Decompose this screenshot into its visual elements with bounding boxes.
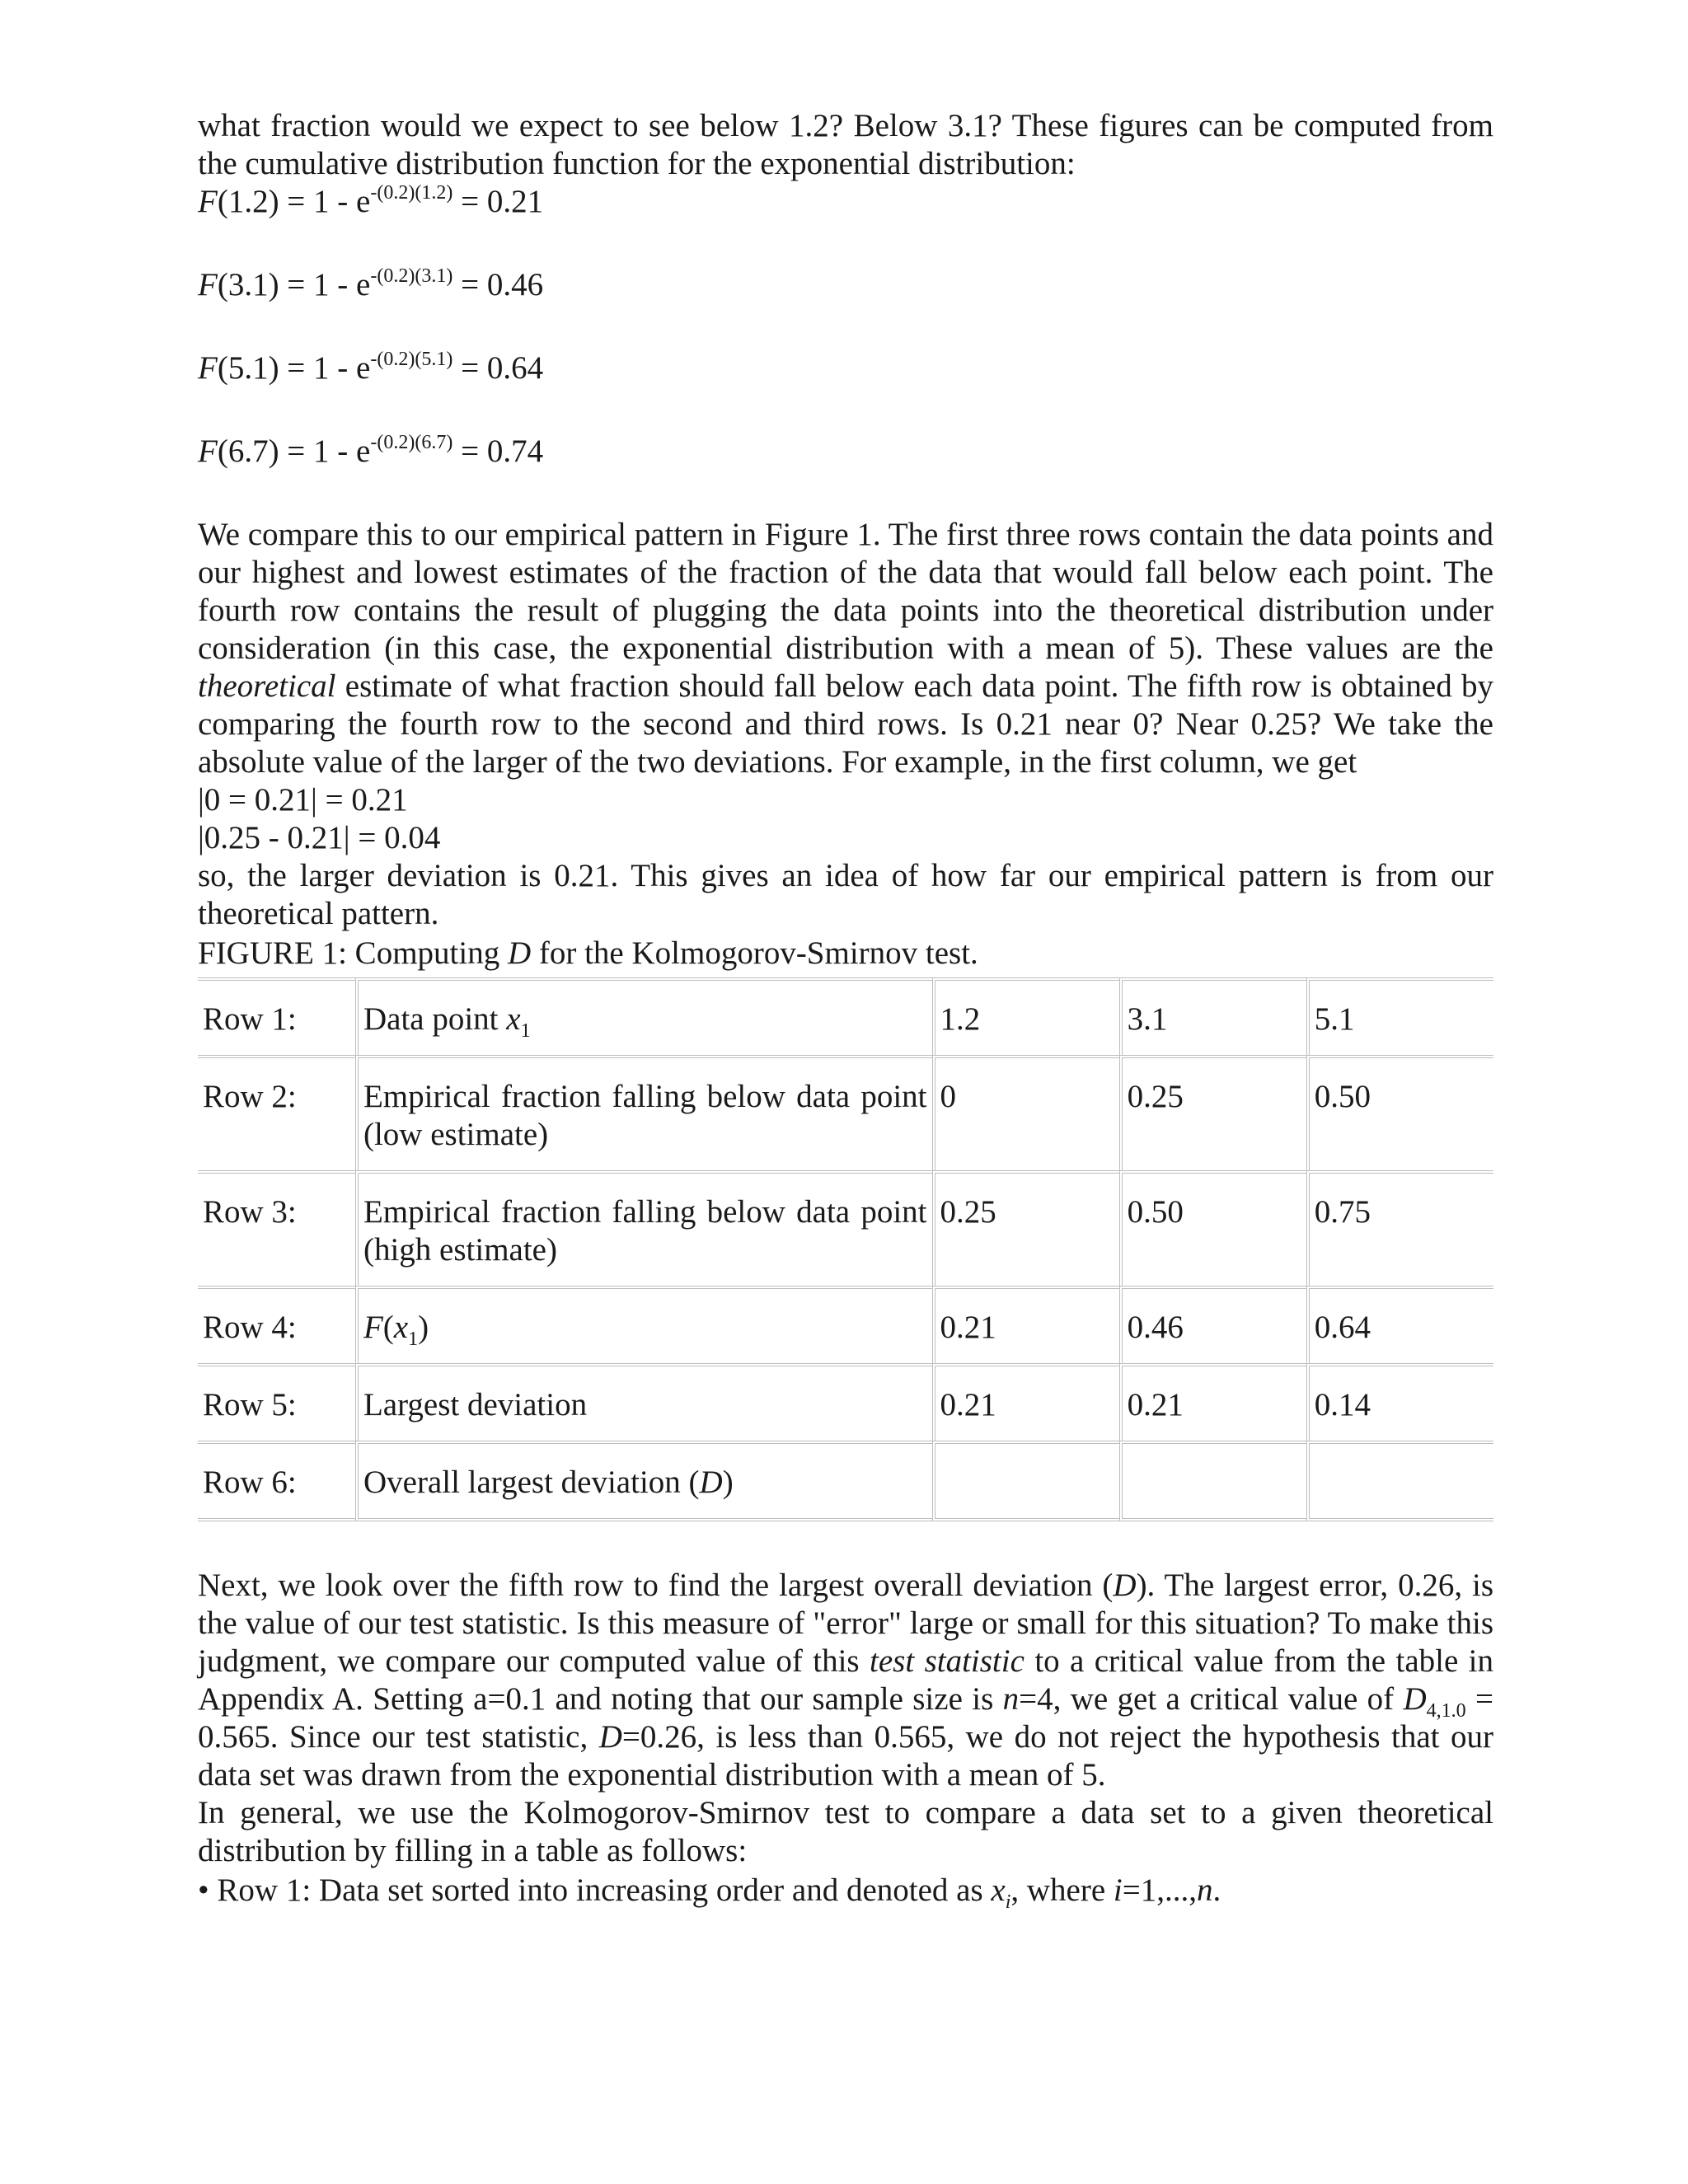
- formula-exponent: -(0.2)(6.7): [370, 432, 453, 453]
- emphasis: D: [1403, 1681, 1427, 1717]
- spacer: [198, 471, 1493, 516]
- emphasis: x: [506, 1001, 521, 1037]
- spacer: [198, 304, 1493, 349]
- list-item: [198, 1872, 1493, 1913]
- table-row: [198, 977, 1493, 1055]
- emphasis: test statistic: [870, 1643, 1025, 1679]
- table-cell: 0.50: [1119, 1170, 1306, 1286]
- function-symbol: F: [198, 184, 218, 219]
- emphasis: D: [598, 1719, 622, 1755]
- formula-exponent: -(0.2)(5.1): [370, 349, 453, 370]
- abs-line: |0.25 - 0.21| = 0.04: [198, 820, 441, 855]
- text-run: Overall largest deviation (: [363, 1465, 700, 1500]
- text-run: = 0.565. Since our test statistic,: [198, 1681, 1493, 1755]
- text-run: Row 1: Data set sorted into increasing order and denoted as: [209, 1872, 992, 1908]
- formula-result: = 0.21: [452, 184, 544, 219]
- emphasis: D: [1113, 1568, 1137, 1603]
- formula-line: [198, 349, 1493, 387]
- formula-lhs: (5.1) = 1 - e: [217, 350, 371, 386]
- spacer: [198, 221, 1493, 266]
- function-symbol: F: [198, 350, 218, 386]
- row-description: [355, 977, 932, 1055]
- formula-exponent: -(0.2)(1.2): [370, 182, 453, 204]
- text-run: .: [1212, 1872, 1221, 1908]
- emphasis: n: [1197, 1872, 1213, 1908]
- table-cell: 0.21: [1119, 1363, 1306, 1441]
- emphasis: F: [363, 1310, 383, 1345]
- table-cell: 0.21: [932, 1286, 1119, 1363]
- text-run: ): [722, 1465, 734, 1500]
- formula-result: = 0.46: [452, 267, 544, 302]
- subscript: i: [1005, 1891, 1011, 1913]
- table-cell: 0.75: [1306, 1170, 1493, 1286]
- text-run: We compare this to our empirical pattern in Figure 1. The first three rows contain the data points and our highest and lowest estimates of the fraction of the data that would fall below each point. The fourth row contains the result of plugging the data points into the theoretical distribution under consideration (in this case, the exponential distribution with a mean of 5). These values are the: [198, 517, 1493, 666]
- table-cell: 5.1: [1306, 977, 1493, 1055]
- formula-lhs: (3.1) = 1 - e: [217, 267, 371, 302]
- ks-table: [198, 977, 1493, 1521]
- text-run: =4, we get a critical value of: [1019, 1681, 1404, 1717]
- general-paragraph: In general, we use the Kolmogorov-Smirnov test to compare a data set to a given theoretical distribution by filling in a table as follows:: [198, 1795, 1493, 1868]
- spacer: [198, 387, 1493, 433]
- text-run: FIGURE 1: Computing: [198, 935, 508, 971]
- figure-caption: [198, 935, 1493, 972]
- subscript: 1: [520, 1019, 531, 1042]
- subscript: 1: [408, 1328, 419, 1350]
- row-label: Row 4:: [198, 1286, 355, 1363]
- spacer: [198, 1521, 1493, 1567]
- table-cell: 0: [932, 1055, 1119, 1170]
- intro-paragraph: what fraction would we expect to see below 1.2? Below 3.1? These figures can be computed from the cumulative distribution function for the exponential distribution:: [198, 108, 1493, 181]
- function-symbol: F: [198, 434, 218, 469]
- abs-line: |0 = 0.21| = 0.21: [198, 782, 408, 818]
- table-row: [198, 1441, 1493, 1521]
- row-label: Row 1:: [198, 977, 355, 1055]
- table-row: [198, 1055, 1493, 1170]
- function-symbol: F: [198, 267, 218, 302]
- row-label: Row 3:: [198, 1170, 355, 1286]
- formula-result: = 0.74: [452, 434, 544, 469]
- table-cell: 0.25: [1119, 1055, 1306, 1170]
- bullet-icon: •: [198, 1872, 209, 1908]
- row-label: Row 5:: [198, 1363, 355, 1441]
- emphasis: x: [393, 1310, 409, 1345]
- text-run: to a critical value from the table in Appendix A. Setting a=0.1 and noting that our sample size is: [198, 1643, 1494, 1717]
- table-row: [198, 1170, 1493, 1286]
- table-cell: 0.64: [1306, 1286, 1493, 1363]
- text-run: =0.26, is less than 0.565, we do not reject the hypothesis that our data set was drawn from the exponential distribution with a mean of 5.: [198, 1719, 1493, 1793]
- row-description: Empirical fraction falling below data point (high estimate): [355, 1170, 932, 1286]
- table-cell: [1119, 1441, 1306, 1521]
- formula-list: [198, 183, 1493, 471]
- emphasis: D: [699, 1465, 723, 1500]
- text-run: estimate of what fraction should fall below each data point. The fifth row is obtained by comparing the fourth row to the second and third rows. Is 0.21 near 0? Near 0.25? We take the absolute value of the larger of the two deviations. For example, in the first column, we get: [198, 668, 1493, 780]
- formula-line: [198, 183, 1493, 221]
- formula-line: [198, 433, 1493, 471]
- table-row: [198, 1363, 1493, 1441]
- text-run: Next, we look over the fifth row to find the largest overall deviation (: [198, 1568, 1114, 1603]
- emphasis: D: [507, 935, 532, 971]
- subscript: 4,1.0: [1426, 1699, 1466, 1722]
- conclusion-paragraph: so, the larger deviation is 0.21. This gives an idea of how far our empirical pattern is from our theoretical pattern.: [198, 858, 1493, 931]
- text-run: =1,...,: [1122, 1872, 1198, 1908]
- row-label: Row 6:: [198, 1441, 355, 1521]
- table-row: [198, 1286, 1493, 1363]
- row-description: Empirical fraction falling below data point (low estimate): [355, 1055, 932, 1170]
- table-cell: 1.2: [932, 977, 1119, 1055]
- text-run: ). The largest error, 0.26, is the value of our test statistic. Is this measure of "error" large or small for this situation? To make this judgment, we compare our computed value of this: [198, 1568, 1494, 1679]
- table-cell: [932, 1441, 1119, 1521]
- next-paragraph: [198, 1567, 1493, 1794]
- table-cell: 0.25: [932, 1170, 1119, 1286]
- table-cell: 0.50: [1306, 1055, 1493, 1170]
- table-cell: 3.1: [1119, 977, 1306, 1055]
- emphasis: theoretical: [198, 668, 336, 704]
- formula-lhs: (1.2) = 1 - e: [217, 184, 371, 219]
- text-run: for the Kolmogorov-Smirnov test.: [531, 935, 978, 971]
- table-cell: [1306, 1441, 1493, 1521]
- emphasis: x: [991, 1872, 1006, 1908]
- table-cell: 0.21: [932, 1363, 1119, 1441]
- text-run: ): [418, 1310, 429, 1345]
- text-run: , where: [1010, 1872, 1114, 1908]
- formula-lhs: (6.7) = 1 - e: [217, 434, 371, 469]
- row-description: [355, 1441, 932, 1521]
- table-cell: 0.46: [1119, 1286, 1306, 1363]
- row-label: Row 2:: [198, 1055, 355, 1170]
- document-page: [198, 107, 1494, 1913]
- table-cell: 0.14: [1306, 1363, 1493, 1441]
- row-description: $F(x_1)$: [355, 1286, 932, 1363]
- emphasis: n: [1002, 1681, 1020, 1717]
- compare-paragraph: [198, 516, 1493, 781]
- row-description: Largest deviation: [355, 1363, 932, 1441]
- text-run: Data point: [363, 1001, 507, 1037]
- emphasis: i: [1113, 1872, 1123, 1908]
- formula-result: = 0.64: [452, 350, 544, 386]
- formula-exponent: -(0.2)(3.1): [370, 265, 453, 287]
- formula-line: [198, 266, 1493, 304]
